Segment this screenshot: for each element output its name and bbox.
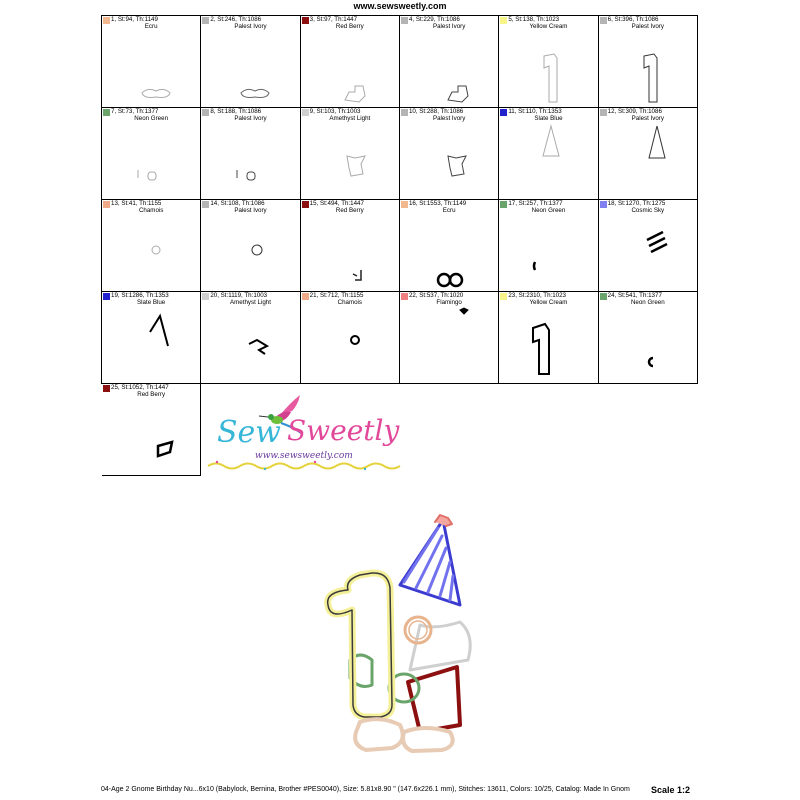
scale-label: Scale 1:2 [651,785,691,795]
color-swatch-cell [599,16,698,108]
color-swatch-cell [102,16,201,108]
color-swatch-cell [201,108,300,200]
color-swatch-cell [301,16,400,108]
stitch-preview [400,292,499,384]
thread-name: Slate Blue [534,115,563,122]
stitch-preview [599,16,698,108]
stitch-preview [102,108,201,200]
stitch-preview [599,292,698,384]
color-swatch-cell [400,200,499,292]
stitch-preview [499,292,598,384]
stitch-info: 7, St:73, Th:1377 [111,108,159,115]
color-swatch-cell [102,108,201,200]
stitch-info: 17, St:257, Th:1377 [508,200,563,207]
color-swatch-cell [499,108,598,200]
color-swatch-cell [102,292,201,384]
stitch-preview [102,16,201,108]
stitch-preview [301,292,400,384]
stitch-info: 5, St:138, Th:1023 [508,16,560,23]
stitch-preview [301,108,400,200]
stitch-info: 24, St:541, Th:1377 [607,292,662,299]
color-swatch-cell [499,200,598,292]
svg-text:Sweetly: Sweetly [287,414,400,447]
stitch-preview [599,108,698,200]
stitch-info: 22, St:537, Th:1020 [408,292,464,299]
thread-name: Neon Green [630,299,665,306]
thread-name: Ecru [144,23,158,30]
stitch-info: 11, St:110, Th:1353 [508,108,562,115]
thread-name: Red Berry [335,23,364,30]
color-swatch-cell [499,16,598,108]
color-swatch-cell [301,200,400,292]
stitch-preview [201,200,300,292]
color-swatch-cell [301,292,400,384]
color-swatch-cell [201,200,300,292]
color-swatch-cell [499,292,598,384]
color-swatch-cell [102,384,201,476]
color-swatch-cell [400,292,499,384]
stitch-info: 2, St:246, Th:1086 [210,16,262,23]
thread-name: Neon Green [134,115,169,122]
thread-name: Palest Ivory [234,115,267,122]
stitch-info: 16, St:1553, Th:1149 [408,200,467,207]
stitch-info: 1, St:94, Th:1149 [111,16,158,23]
stitch-info: 12, St:309, Th:1086 [607,108,662,115]
stitch-info: 18, St:1270, Th:1275 [607,200,666,207]
stitch-info: 15, St:494, Th:1447 [309,200,364,207]
logo-url: www.sewsweetly.com [255,451,353,461]
thread-name: Chamois [337,299,363,306]
stitch-info: 20, St:1119, Th:1003 [210,292,268,299]
stitch-preview [400,108,499,200]
stitch-info: 23, St:2310, Th:1023 [508,292,566,299]
stitch-info: 9, St:103, Th:1003 [309,108,361,115]
stitch-preview [201,16,300,108]
stitch-info: 3, St:97, Th:1447 [309,16,358,23]
thread-name: Palest Ivory [432,23,466,30]
stitch-info: 14, St:108, Th:1086 [210,200,265,207]
color-swatch-cell [599,292,698,384]
thread-name: Yellow Cream [529,23,568,30]
stitch-preview [499,200,598,292]
color-swatch-cell [201,16,300,108]
color-swatch-cell [102,200,201,292]
stitch-info: 13, St:41, Th:1155 [111,200,162,207]
stitch-preview [201,108,300,200]
thread-name: Neon Green [531,207,566,214]
stitch-info: 8, St:188, Th:1086 [210,108,262,115]
stitch-preview [400,16,499,108]
thread-name: Flamingo [436,299,462,306]
color-sequence-grid [101,15,698,398]
stitch-preview [102,292,201,384]
stitch-info: 4, St:229, Th:1086 [408,16,460,23]
sew-sweetly-logo [205,390,405,475]
stitch-preview [400,200,499,292]
stitch-preview [499,16,598,108]
stitch-info: 10, St:288, Th:1086 [408,108,464,115]
stitch-preview [301,200,400,292]
color-swatch-cell [400,16,499,108]
thread-name: Palest Ivory [234,207,267,214]
thread-name: Palest Ivory [234,23,267,30]
color-swatch-cell [599,200,698,292]
svg-text:Sew: Sew [217,415,281,450]
thread-name: Cosmic Sky [631,207,665,214]
stitch-preview [102,384,201,476]
thread-name: Amethyst Light [230,299,271,306]
color-swatch-cell [201,292,300,384]
stitch-info: 6, St:396, Th:1086 [607,16,659,23]
thread-name: Chamois [138,207,164,214]
stitch-preview [499,108,598,200]
stitch-preview [599,200,698,292]
site-url[interactable]: www.sewsweetly.com [353,1,447,11]
thread-name: Palest Ivory [631,23,664,30]
party-hat [400,515,460,605]
design-preview [300,510,490,785]
color-swatch-cell [400,108,499,200]
thread-name: Yellow Cream [529,299,568,306]
thread-name: Red Berry [137,391,166,398]
color-swatch-cell [599,108,698,200]
thread-name: Amethyst Light [329,115,371,122]
thread-name: Palest Ivory [432,115,466,122]
stitch-preview [201,292,300,384]
stitch-info: 19, St:1286, Th:1353 [111,292,169,299]
stitch-preview [301,16,400,108]
thread-name: Red Berry [335,207,364,214]
color-swatch-cell [301,108,400,200]
thread-name: Slate Blue [137,299,166,306]
stitch-info: 25, St:1052, Th:1447 [111,384,169,391]
design-info-footer: 04-Age 2 Gnome Birthday Nu...6x10 (Babylock, Bernina, Brother #PES0040), Size: 5.81x8.90 " (147.6x226.1 mm), Stitches: 13611, Colors: 10/25, Catalog: Made In Gnom [101,786,630,793]
thread-name: Ecru [442,207,456,214]
stitch-info: 21, St:712, Th:1155 [309,292,364,299]
thread-name: Palest Ivory [631,115,664,122]
stitch-preview [102,200,201,292]
